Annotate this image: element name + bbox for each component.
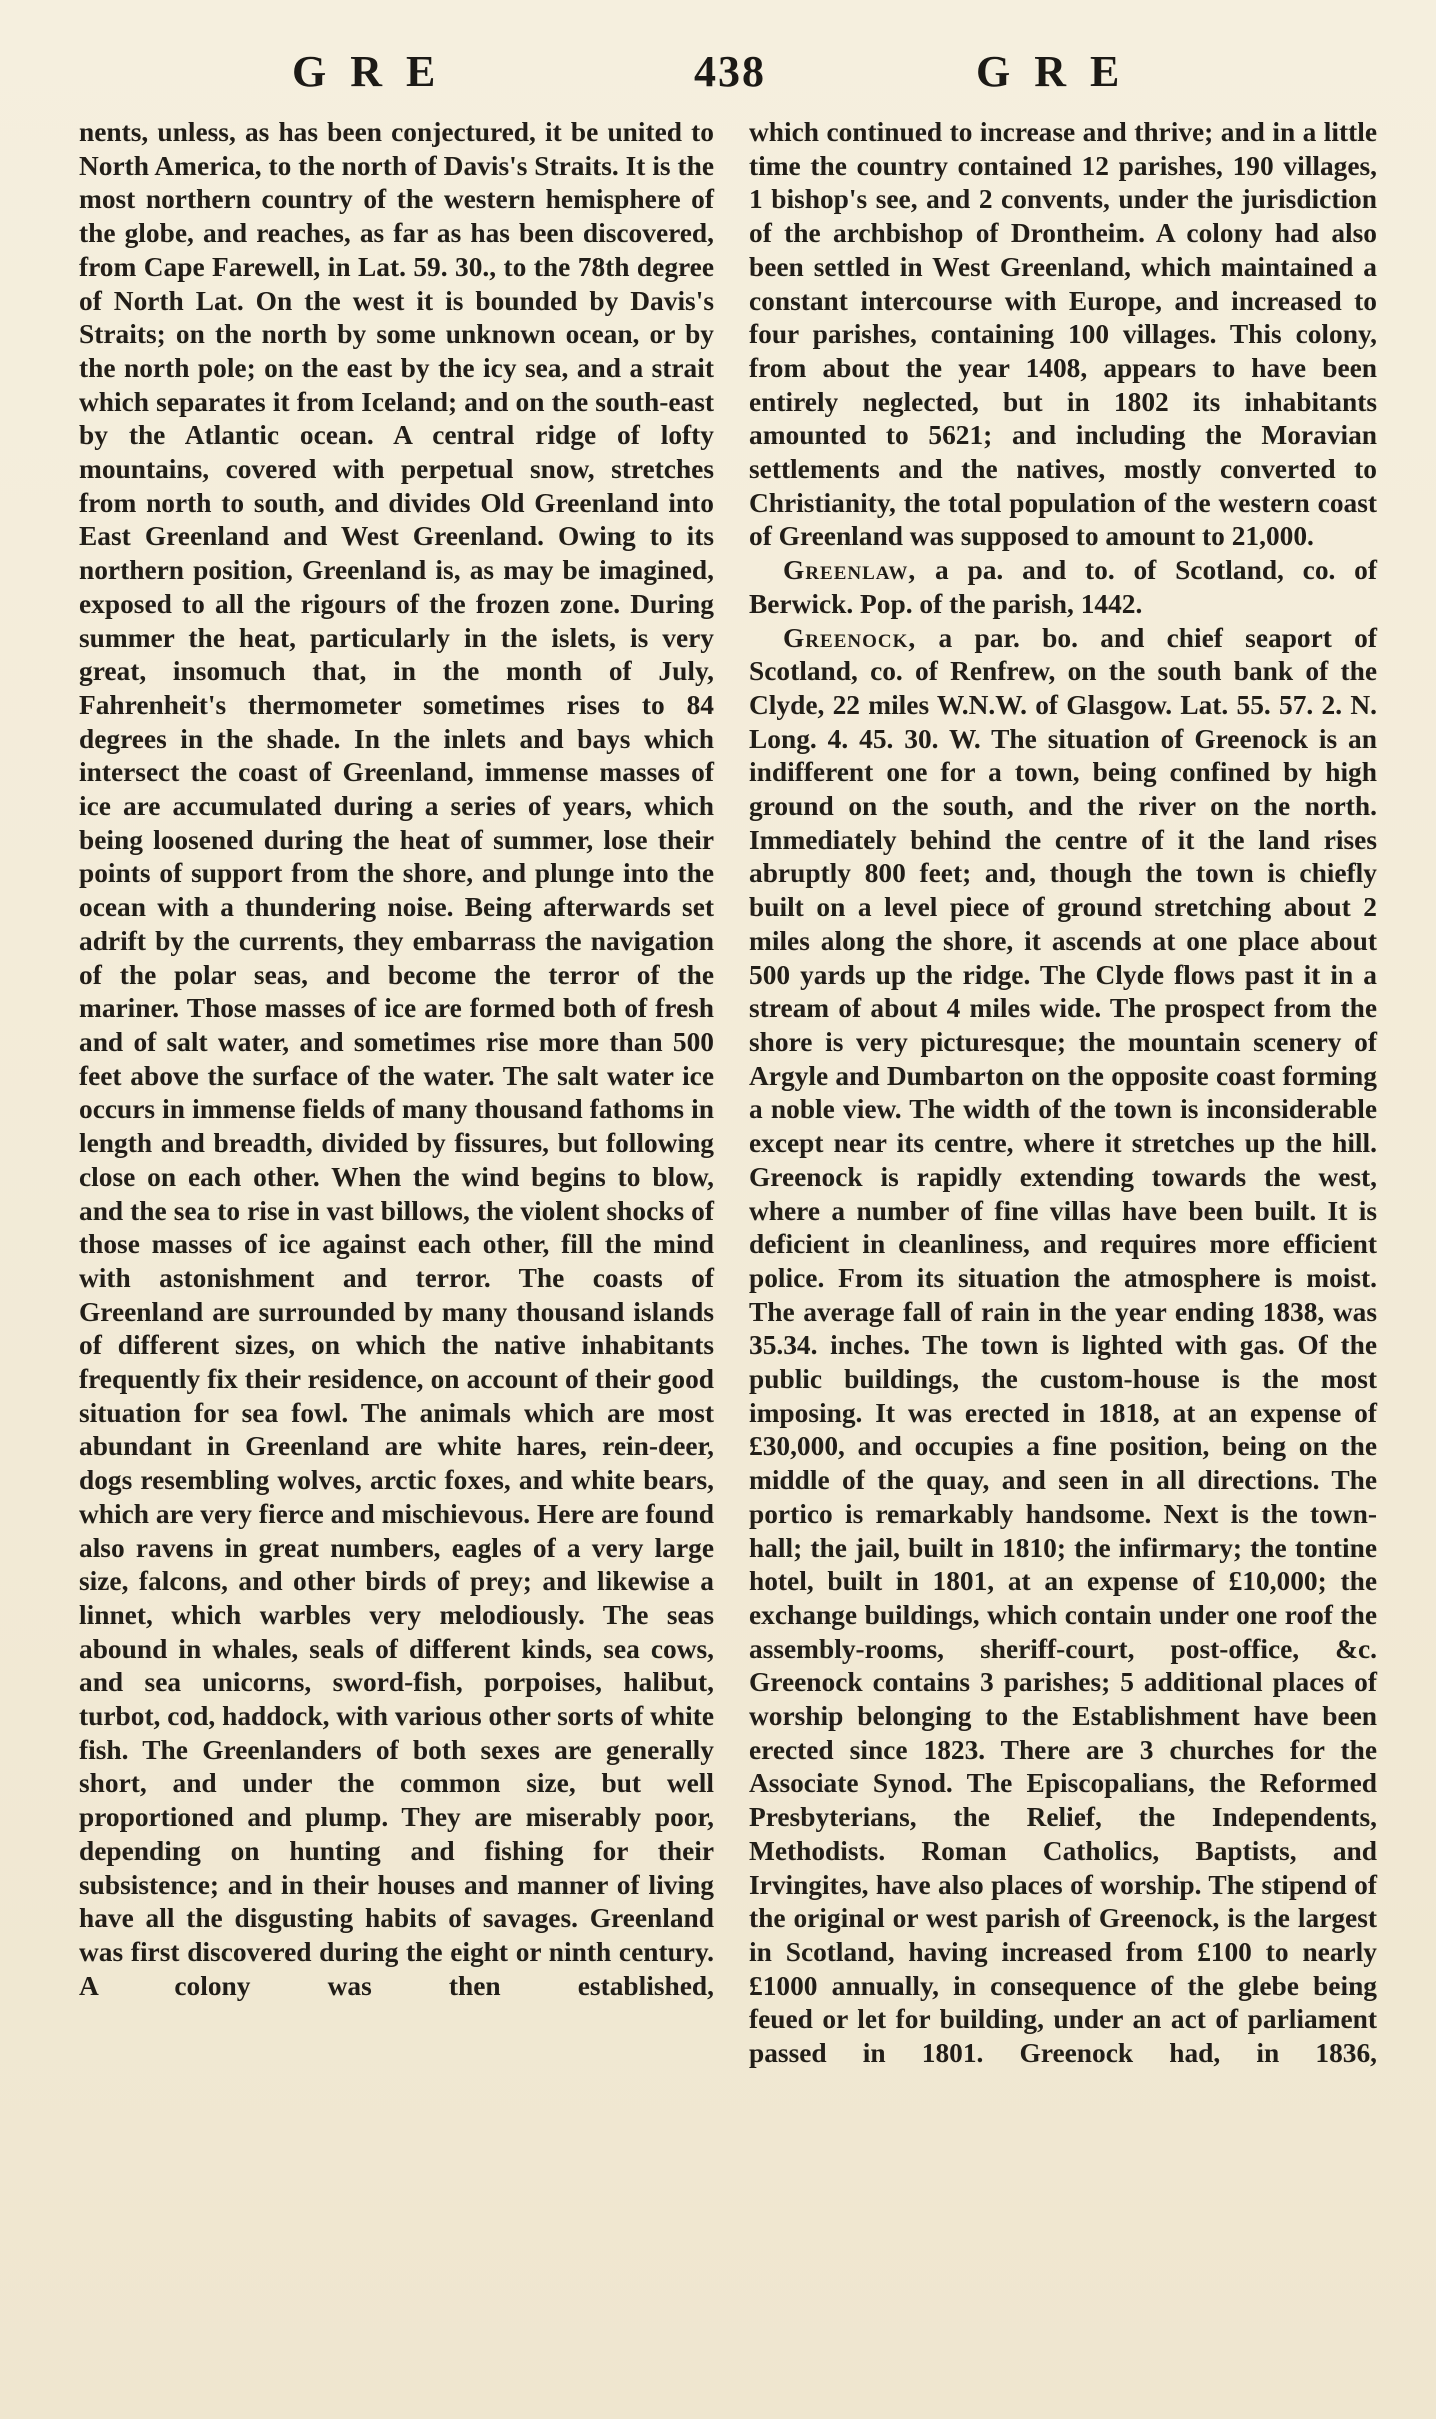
paragraph-text: nents, unless, as has been conjectured, it be united to North America, to the north of Davis's Straits. It is the most northern country of the western hemisphere of the globe, and reaches, as far as has been discovered, from Cape Farewell, in Lat. 59. 30., to the 78th degree of North Lat. On the west it is bounded by Davis's Straits; on the north by some unknown ocean, or by the north pole; on the east by the icy sea, and a strait which separates it from Iceland; and on the south-east by the Atlantic ocean. A central ridge of lofty mountains, covered with perpetual snow, stretches from north to south, and divides Old Greenland into East Greenland and West Greenland. Owing to its northern position, Greenland is, as may be imagined, exposed to all the rigours of the frozen zone. During summer the heat, particularly in the islets, is very great, insomuch that, in the month of July, Fahrenheit's thermometer sometimes rises to 84 degrees in the shade. In the inlets and bays which intersect the coast of Greenland, immense masses of ice are accumulated during a series of years, which being loosened during the heat of summer, lose their points of support from the shore, and plunge into the ocean with a thundering noise. Being afterwards set adrift by the currents, they embarrass the navigation of the polar seas, and become the terror of the mariner. Those masses of ice are formed both of fresh and of salt water, and sometimes rise more than 500 feet above the surface of the water. The salt water ice occurs in immense fields of many thousand fathoms in length and breadth, divided by fissures, but following close on each other. When the wind begins to blow, and the sea to rise in vast billows, the violent shocks of those masses of ice against each other, fill the mind with astonishment and terror. The coasts of Greenland are surrounded by many thousand islands of different sizes, on which the native inhabitants frequently fix their residence, on account of their good situation for sea fowl. The animals which are most abundant in Greenland are white hares, rein-deer, dogs resembling wolves, arctic foxes, and white bears, which are very fierce and mischievous. Here are found also ravens in great numbers, eagles of a very large size, falcons, and other birds of prey; and likewise a linnet, which warbles very melodiously. The seas abound in whales, seals of different kinds, sea cows, and sea unicorns, sword-fish, porpoises, halibut, turbot, cod, haddock, with various other sorts of white fish. The Greenlanders of both sexes are generally short, and under the common size, but well proportioned and plump. They are miserably poor, depending on hunting and fishing for their subsistence; and in their houses and manner of living have all the disgusting habits of savages. Greenland was first discovered during the eight or ninth century. A colony was then established,	[79, 117, 714, 2001]
running-head-right: GRE	[976, 47, 1144, 96]
entry-heading: Greenock,	[783, 622, 917, 653]
running-head	[0, 46, 1436, 106]
gazetteer-entry-greenlaw	[749, 554, 1377, 621]
page-number: 438	[694, 47, 766, 96]
left-column	[79, 116, 714, 2003]
entry-text: a par. bo. and chief seaport of Scotland, co. of Renfrew, on the south bank of the Clyde, 22 miles W.N.W. of Glasgow. Lat. 55. 57. 2. N. Long. 4. 45. 30. W. The situation of Greenock is an indifferent one for a town, being confined by high ground on the south, and the river on the north. Immediately behind the centre of it the land rises abruptly 800 feet; and, though the town is chiefly built on a level piece of ground stretching about 2 miles along the shore, it ascends at one place about 500 yards up the ridge. The Clyde flows past it in a stream of about 4 miles wide. The prospect from the shore is very picturesque; the mountain scenery of Argyle and Dumbarton on the opposite coast forming a noble view. The width of the town is inconsiderable except near its centre, where it stretches up the hill. Greenock is rapidly extending towards the west, where a number of fine villas have been built. It is deficient in cleanliness, and requires more efficient police. From its situation the atmosphere is moist. The average fall of rain in the year ending 1838, was 35.34. inches. The town is lighted with gas. Of the public buildings, the custom-house is the most imposing. It was erected in 1818, at an expense of £30,000, and occupies a fine position, being on the middle of the quay, and seen in all directions. The portico is remarkably handsome. Next is the town-hall; the jail, built in 1810; the infirmary; the tontine hotel, built in 1801, at an expense of £10,000; the exchange buildings, which contain under one roof the assembly-rooms, sheriff-court, post-office, &c. Greenock contains 3 parishes; 5 additional places of worship belonging to the Establishment have been erected since 1823. There are 3 churches for the Associate Synod. The Episcopalians, the Reformed Presbyterians, the Relief, the Independents, Methodists. Roman Catholics, Baptists, and Irvingites, have also places of worship. The stipend of the original or west parish of Greenock, is the largest in Scotland, having increased from £100 to nearly £1000 annually, in consequence of the glebe being feued or let for building, under an act of parliament passed in 1801. Greenock had, in 1836,	[749, 622, 1377, 2069]
paragraph-text: which continued to increase and thrive; and in a little time the country contained 12 parishes, 190 villages, 1 bishop's see, and 2 convents, under the jurisdiction of the archbishop of Drontheim. A colony had also been settled in West Greenland, which maintained a constant intercourse with Europe, and increased to four parishes, containing 100 villages. This colony, from about the year 1408, appears to have been entirely neglected, but in 1802 its inhabitants amounted to 5621; and including the Moravian settlements and the natives, mostly converted to Christianity, the total population of the western coast of Greenland was supposed to amount to 21,000.	[749, 117, 1377, 552]
entry-heading: Greenlaw,	[783, 555, 917, 586]
paragraph	[749, 116, 1377, 554]
gazetteer-entry-greenock	[749, 622, 1377, 2071]
entry-text: a pa. and to. of Scotland, co. of Berwick. Pop. of the parish, 1442.	[749, 555, 1377, 619]
right-column	[749, 116, 1377, 2071]
running-head-left: GRE	[292, 47, 460, 96]
paragraph	[79, 116, 714, 2003]
